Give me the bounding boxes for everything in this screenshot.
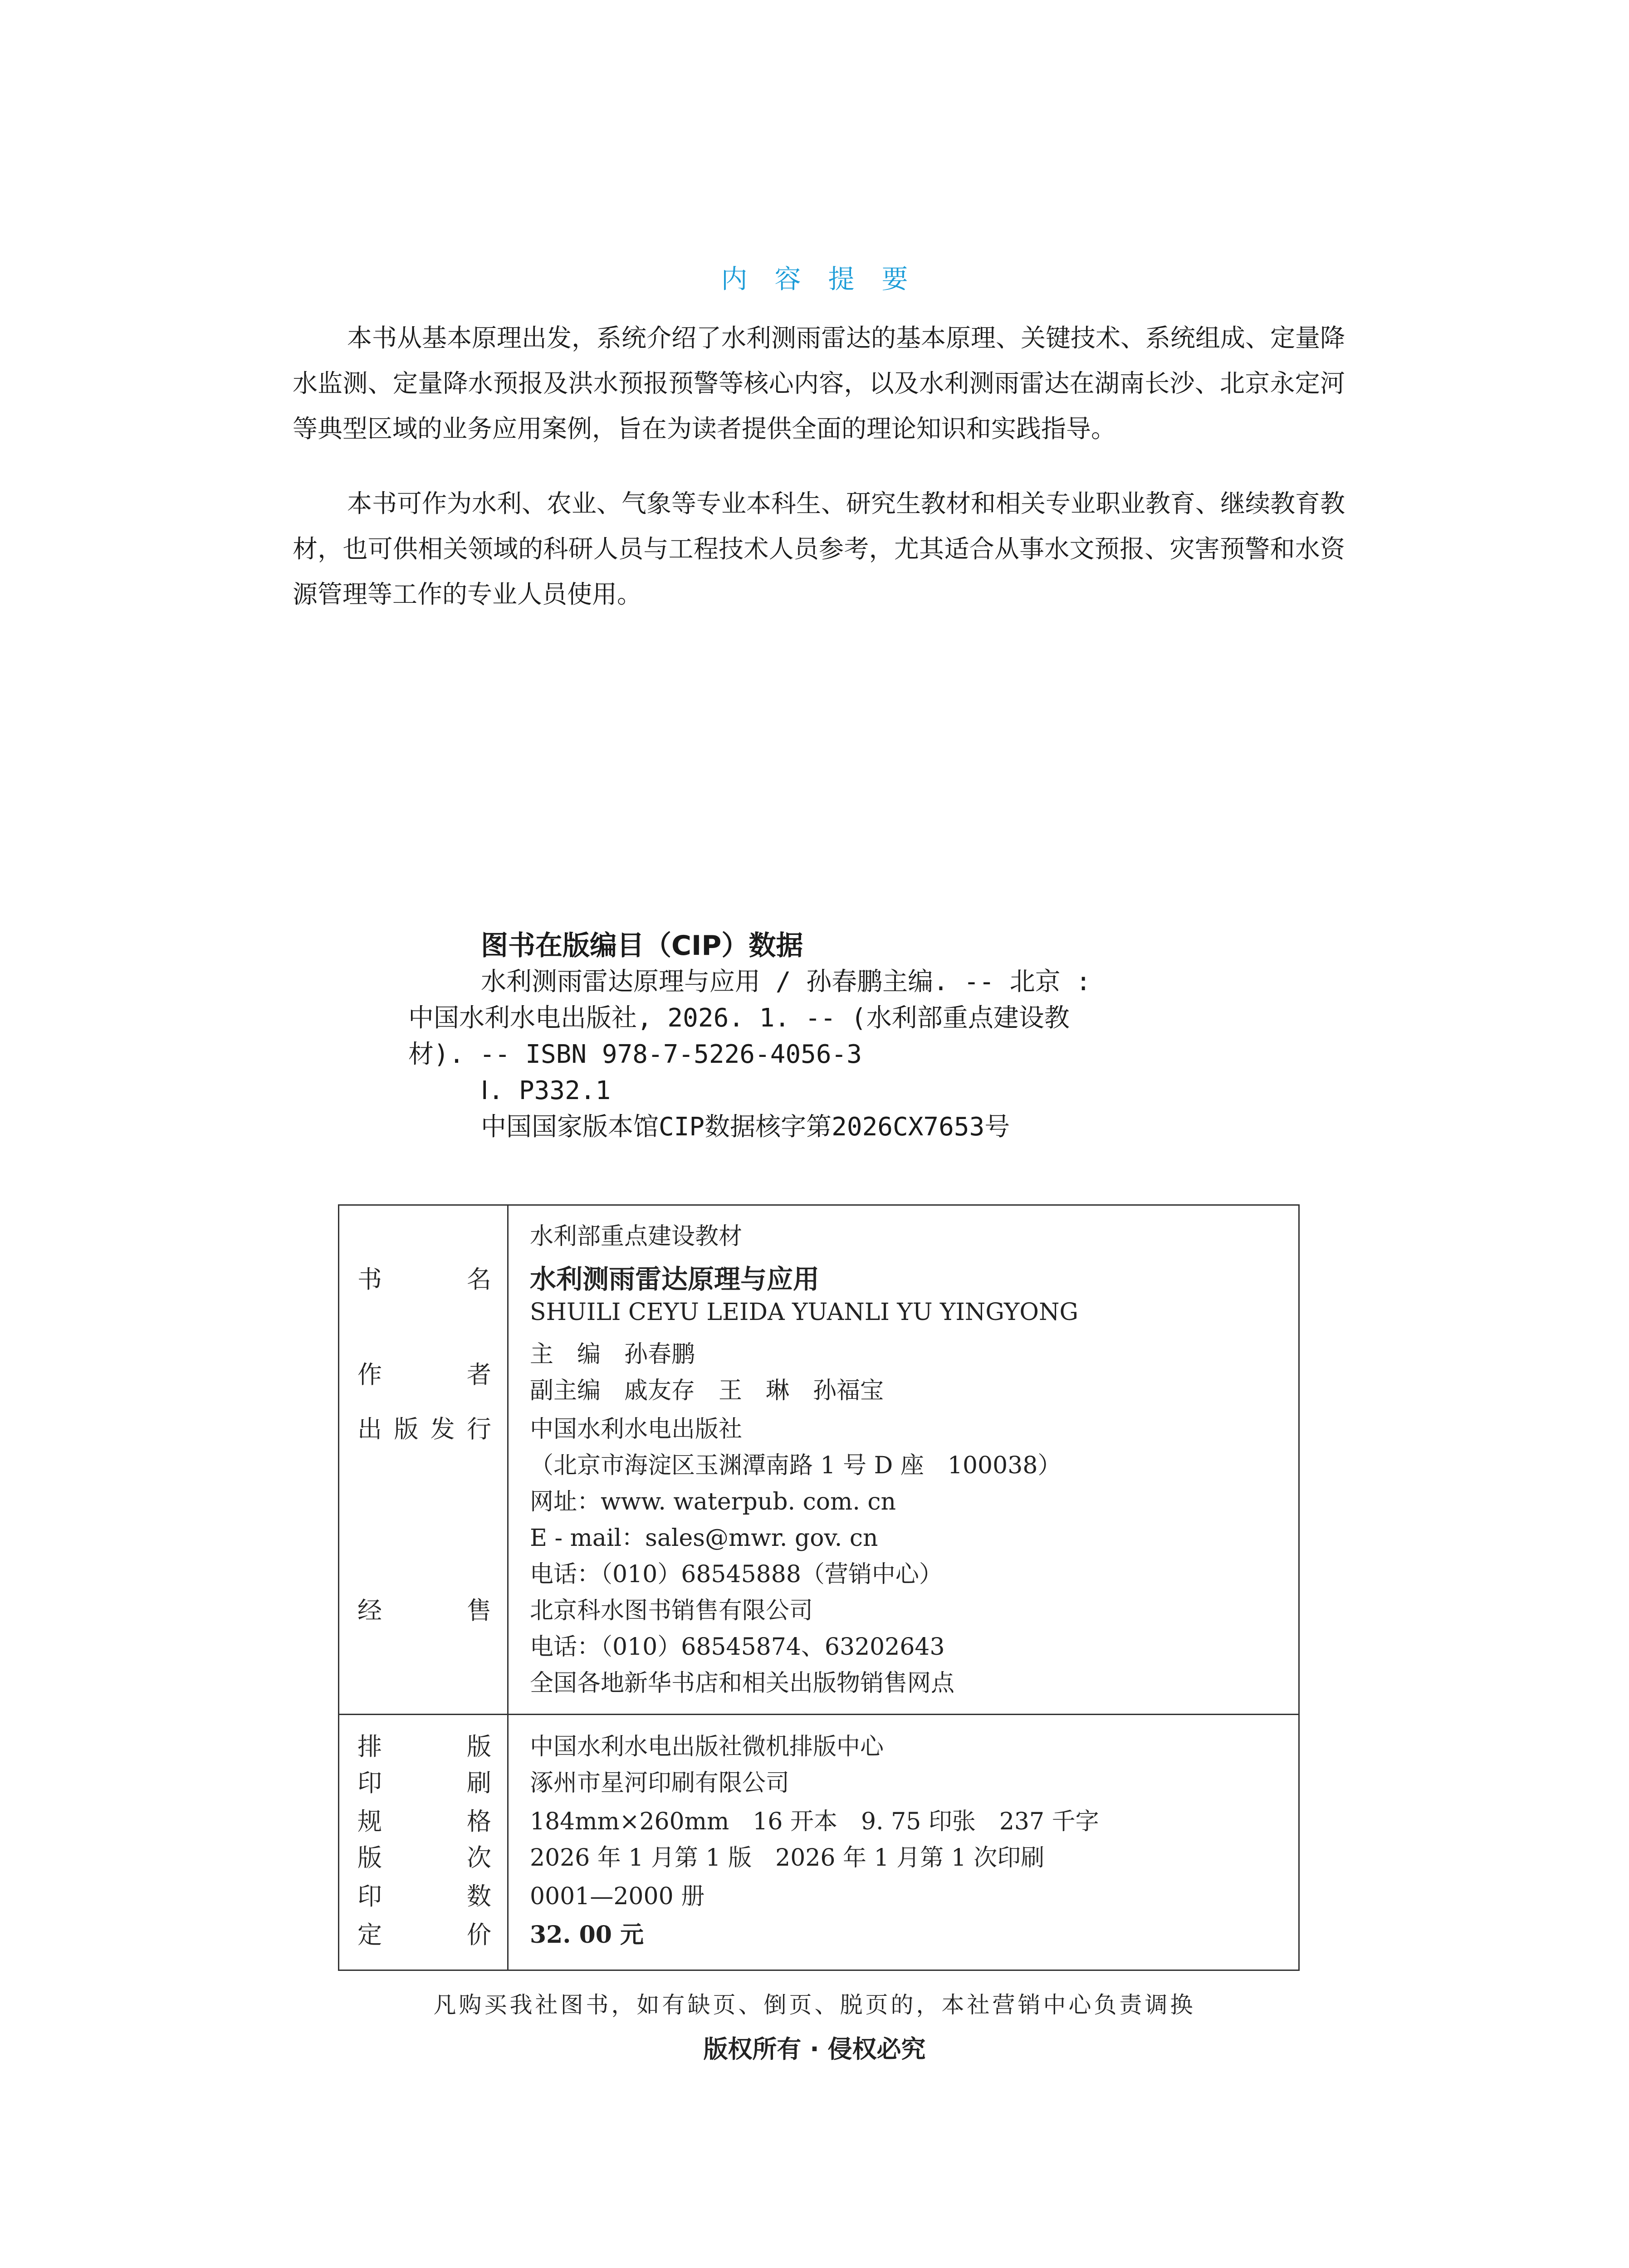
- cip-title: 图书在版编目（CIP）数据: [481, 930, 803, 962]
- seller-network: 全国各地新华书店和相关出版物销售网点: [530, 1670, 955, 1697]
- table-divider-horizontal: [339, 1714, 1298, 1715]
- seller-phone: 电话：（010）68545874、63202643: [530, 1633, 945, 1661]
- deputy-editors: 副主编 戚友存 王 琳 孙福宝: [530, 1377, 884, 1404]
- spec-value: 184mm×260mm 16 开本 9. 75 印张 237 千字: [530, 1808, 1099, 1835]
- printing-value: 涿州市星河印刷有限公司: [530, 1769, 790, 1797]
- edition-value: 2026 年 1 月第 1 版 2026 年 1 月第 1 次印刷: [530, 1844, 1045, 1872]
- label-print-count: 印 数: [357, 1882, 491, 1911]
- label-printing: 印 刷: [357, 1769, 491, 1797]
- print-count-value: 0001—2000 册: [530, 1883, 705, 1910]
- cip-line-5: 中国国家版本馆CIP数据核字第2026CX7653号: [481, 1112, 1010, 1142]
- cip-line-4: Ⅰ. P332.1: [481, 1076, 611, 1105]
- seller-name: 北京科水图书销售有限公司: [530, 1597, 813, 1624]
- publisher-email: E - mail：sales@mwr. gov. cn: [530, 1525, 878, 1552]
- replacement-notice: 凡购买我社图书，如有缺页、倒页、脱页的，本社营销中心负责调换: [433, 1992, 1196, 2018]
- cip-line-2: 中国水利水电出版社, 2026. 1. -- (水利部重点建设教: [408, 1003, 1070, 1033]
- publisher-phone: 电话：（010）68545888（营销中心）: [530, 1561, 943, 1588]
- publisher-website: 网址：www. waterpub. com. cn: [530, 1488, 896, 1515]
- label-publisher: 出 版 发 行: [357, 1415, 491, 1443]
- copyright-info-table: [338, 1204, 1300, 1971]
- summary-paragraph-2: 本书可作为水利、农业、气象等专业本科生、研究生教材和相关专业职业教育、继续教育教材，也可供相关领域的科研人员与工程技术人员参考，尤其适合从事水文预报、灾害预警和水资源管理等工作的专业人员使用。: [293, 489, 1345, 609]
- book-title: 水利测雨雷达原理与应用: [530, 1264, 820, 1295]
- table-divider-vertical: [507, 1206, 509, 1970]
- cip-line-1: 水利测雨雷达原理与应用 / 孙春鹏主编. -- 北京 :: [481, 967, 1091, 997]
- summary-paragraph-1: 本书从基本原理出发，系统介绍了水利测雨雷达的基本原理、关键技术、系统组成、定量降水监测、定量降水预报及洪水预报预警等核心内容，以及水利测雨雷达在湖南长沙、北京永定河等典型区域的业务应用案例，旨在为读者提供全面的理论知识和实践指导。: [293, 323, 1345, 443]
- chief-editor: 主 编 孙春鹏: [530, 1341, 695, 1368]
- label-price: 定 价: [357, 1921, 491, 1949]
- label-seller: 经 售: [357, 1596, 491, 1625]
- price-value: 32. 00 元: [530, 1921, 644, 1949]
- label-edition: 版 次: [357, 1843, 491, 1872]
- publisher-name: 中国水利水电出版社: [530, 1416, 743, 1443]
- publisher-address: （北京市海淀区玉渊潭南路 1 号 D 座 100038）: [530, 1452, 1062, 1479]
- label-spec: 规 格: [357, 1807, 491, 1836]
- typesetting-value: 中国水利水电出版社微机排版中心: [530, 1733, 884, 1760]
- cip-line-3: 材). -- ISBN 978-7-5226-4056-3: [408, 1040, 862, 1069]
- summary-title: 内容提要: [721, 264, 935, 294]
- copyright-notice: 版权所有 · 侵权必究: [703, 2035, 926, 2063]
- label-author: 作 者: [357, 1360, 491, 1389]
- label-typesetting: 排 版: [357, 1732, 491, 1761]
- label-book-name: 书 名: [357, 1265, 491, 1294]
- series-name: 水利部重点建设教材: [530, 1223, 743, 1250]
- book-title-pinyin: SHUILI CEYU LEIDA YUANLI YU YINGYONG: [530, 1299, 1079, 1326]
